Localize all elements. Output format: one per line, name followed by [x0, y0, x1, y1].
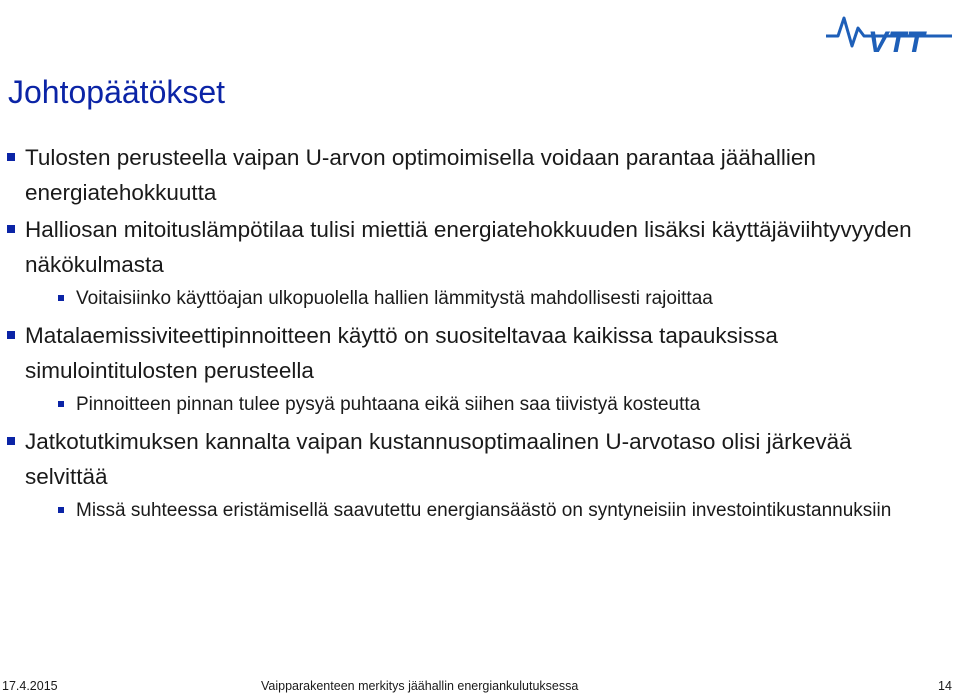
square-bullet-icon — [58, 507, 64, 513]
sub-bullet-text: Missä suhteessa eristämisellä saavutettu energiansäästö on syntyneisiin investointikustannuksiin — [76, 500, 892, 521]
bullet-item — [0, 424, 930, 494]
vtt-logo-icon — [824, 6, 954, 56]
sub-bullet-item — [0, 390, 930, 420]
footer-title: Vaipparakenteen merkitys jäähallin energiankulutuksessa — [261, 679, 579, 693]
sub-bullet-item — [0, 496, 930, 526]
square-bullet-icon — [7, 153, 15, 161]
square-bullet-icon — [7, 225, 15, 233]
bullet-item — [0, 212, 930, 282]
svg-text:VTT: VTT — [868, 26, 925, 56]
vtt-logo — [824, 6, 954, 56]
sub-bullet-text: Pinnoitteen pinnan tulee pysyä puhtaana eikä siihen saa tiivistyä kosteutta — [76, 394, 701, 415]
square-bullet-icon — [7, 331, 15, 339]
bullet-item — [0, 140, 930, 210]
page-number: 14 — [938, 679, 952, 693]
square-bullet-icon — [58, 295, 64, 301]
footer-date: 17.4.2015 — [2, 679, 58, 693]
bullet-text: Halliosan mitoituslämpötilaa tulisi miettiä energiatehokkuuden lisäksi käyttäjäviihtyvyyden näkökulmasta — [25, 217, 912, 277]
sub-bullet-item — [0, 284, 930, 314]
slide-title: Johtopäätökset — [8, 74, 226, 110]
square-bullet-icon — [58, 401, 64, 407]
bullet-text: Jatkotutkimuksen kannalta vaipan kustannusoptimaalinen U-arvotaso olisi järkevää selvittää — [25, 429, 852, 489]
square-bullet-icon — [7, 437, 15, 445]
bullet-item — [0, 318, 930, 388]
bullet-text: Tulosten perusteella vaipan U-arvon optimoimisella voidaan parantaa jäähallien energiatehokkuutta — [25, 145, 816, 205]
sub-bullet-text: Voitaisiinko käyttöajan ulkopuolella hallien lämmitystä mahdollisesti rajoittaa — [76, 288, 713, 309]
bullet-list — [0, 140, 930, 530]
bullet-text: Matalaemissiviteettipinnoitteen käyttö on suositeltavaa kaikissa tapauksissa simulointitulosten perusteella — [25, 323, 778, 383]
